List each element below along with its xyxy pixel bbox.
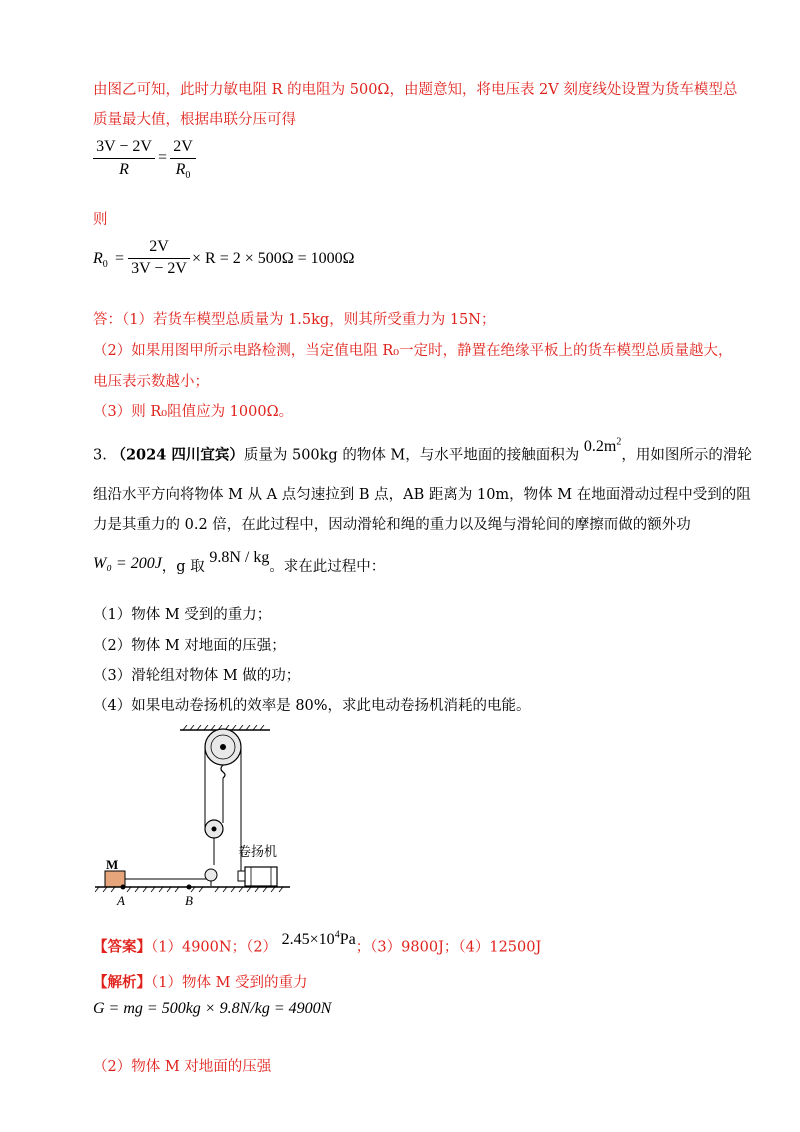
block-m bbox=[105, 871, 125, 887]
eq1-right-fraction-bar bbox=[170, 158, 196, 159]
analysis-tag: 【解析】 bbox=[93, 974, 151, 991]
question-text-1-tail: ，用如图所示的滑轮 bbox=[621, 447, 752, 464]
extra-work: W₀ = 200J bbox=[93, 555, 162, 572]
hook bbox=[221, 765, 225, 778]
block-m-label: M bbox=[106, 857, 119, 872]
eq2-fraction-bar bbox=[128, 258, 190, 259]
point-a-label: A bbox=[117, 893, 125, 908]
weight-formula: G = mg = 500kg × 9.8N/kg = 4900N bbox=[93, 1000, 332, 1017]
solution-line-1: 由图乙可知，此时力敏电阻 R 的电阻为 500Ω，由题意知，将电压表 2V 刻度线处设置为货车模型总 bbox=[93, 82, 738, 98]
question-number: 3. bbox=[93, 447, 107, 464]
eq2-lhs: $R_0$ bbox=[93, 250, 108, 271]
eq1-equals: = bbox=[158, 149, 168, 166]
contact-area: $0.2m^2$ bbox=[583, 437, 622, 456]
answer-part-1: （1）4900N；（2） bbox=[151, 939, 278, 956]
pressure-value: $2.45\times 10^4Pa$ bbox=[281, 930, 356, 949]
eq2-rest: × R = 2 × 500Ω = 1000Ω bbox=[192, 250, 355, 267]
answer-1: 答：（1）若货车模型总质量为 1.5kg，则其所受重力为 15N； bbox=[93, 312, 496, 328]
eq2-equals: = bbox=[115, 250, 125, 267]
answer-2b: 电压表示数越小； bbox=[93, 374, 209, 390]
question-item-4: （4）如果电动卷扬机的效率是 80%，求此电动卷扬机消耗的电能。 bbox=[93, 698, 531, 714]
question-item-3: （3）滑轮组对物体 M 做的功； bbox=[93, 668, 301, 684]
point-b-dot bbox=[187, 885, 192, 890]
answer-2a: （2）如果用图甲所示电路检测，当定值电阻 R₀一定时，静置在绝缘平板上的货车模型总质量越大， bbox=[93, 343, 733, 359]
solution-line-2: 质量最大值，根据串联分压可得 bbox=[93, 112, 296, 128]
eq1-right-numerator: 2V bbox=[173, 138, 193, 155]
question-line-4-tail: 。求在此过程中： bbox=[269, 559, 386, 575]
winch bbox=[245, 867, 277, 886]
g-text: ，g 取 bbox=[161, 559, 205, 575]
pulley-diagram bbox=[95, 725, 325, 910]
answer-tag: 【答案】 bbox=[93, 938, 151, 956]
analysis-line-1 bbox=[93, 973, 308, 993]
question-line-3: 力是其重力的 0.2 倍，在此过程中，因动滑轮和绳的重力以及绳与滑轮间的摩擦而做的额外功 bbox=[93, 517, 691, 533]
analysis-item-1: （1）物体 M 受到的重力 bbox=[151, 975, 308, 991]
answer-line bbox=[93, 930, 542, 957]
eq2-numerator: 2V bbox=[149, 238, 169, 255]
then-label: 则 bbox=[93, 212, 108, 228]
question-line-1 bbox=[93, 437, 752, 465]
question-text-1: 质量为 500kg 的物体 M，与水平地面的接触面积为 bbox=[243, 447, 580, 464]
answer-rest: ；（3）9800J；（4）12500J bbox=[355, 939, 542, 956]
answer-3: （3）则 R₀阻值应为 1000Ω。 bbox=[93, 404, 294, 420]
eq1-left-denominator: R bbox=[119, 161, 129, 178]
g-value: 9.8N / kg bbox=[209, 549, 270, 566]
point-a-dot bbox=[121, 885, 126, 890]
analysis-item-2: （2）物体 M 对地面的压强 bbox=[93, 1059, 272, 1075]
eq1-left-numerator: 3V − 2V bbox=[96, 138, 152, 155]
winch-label: 卷扬机 bbox=[238, 845, 278, 860]
eq1-left-fraction-bar bbox=[93, 158, 155, 159]
question-item-2: （2）物体 M 对地面的压强； bbox=[93, 638, 286, 654]
question-item-1: （1）物体 M 受到的重力； bbox=[93, 607, 272, 623]
point-b-label: B bbox=[185, 893, 193, 908]
eq1-right-denominator: $R_0$ bbox=[175, 161, 191, 182]
question-line-4 bbox=[93, 549, 386, 577]
question-line-2: 组沿水平方向将物体 M 从 A 点匀速拉到 B 点，AB 距离为 10m，物体 M 在地面滑动过程中受到的阻 bbox=[93, 487, 751, 503]
eq2-denominator: 3V − 2V bbox=[131, 260, 187, 277]
question-source: （2024 四川宜宾） bbox=[111, 446, 244, 464]
